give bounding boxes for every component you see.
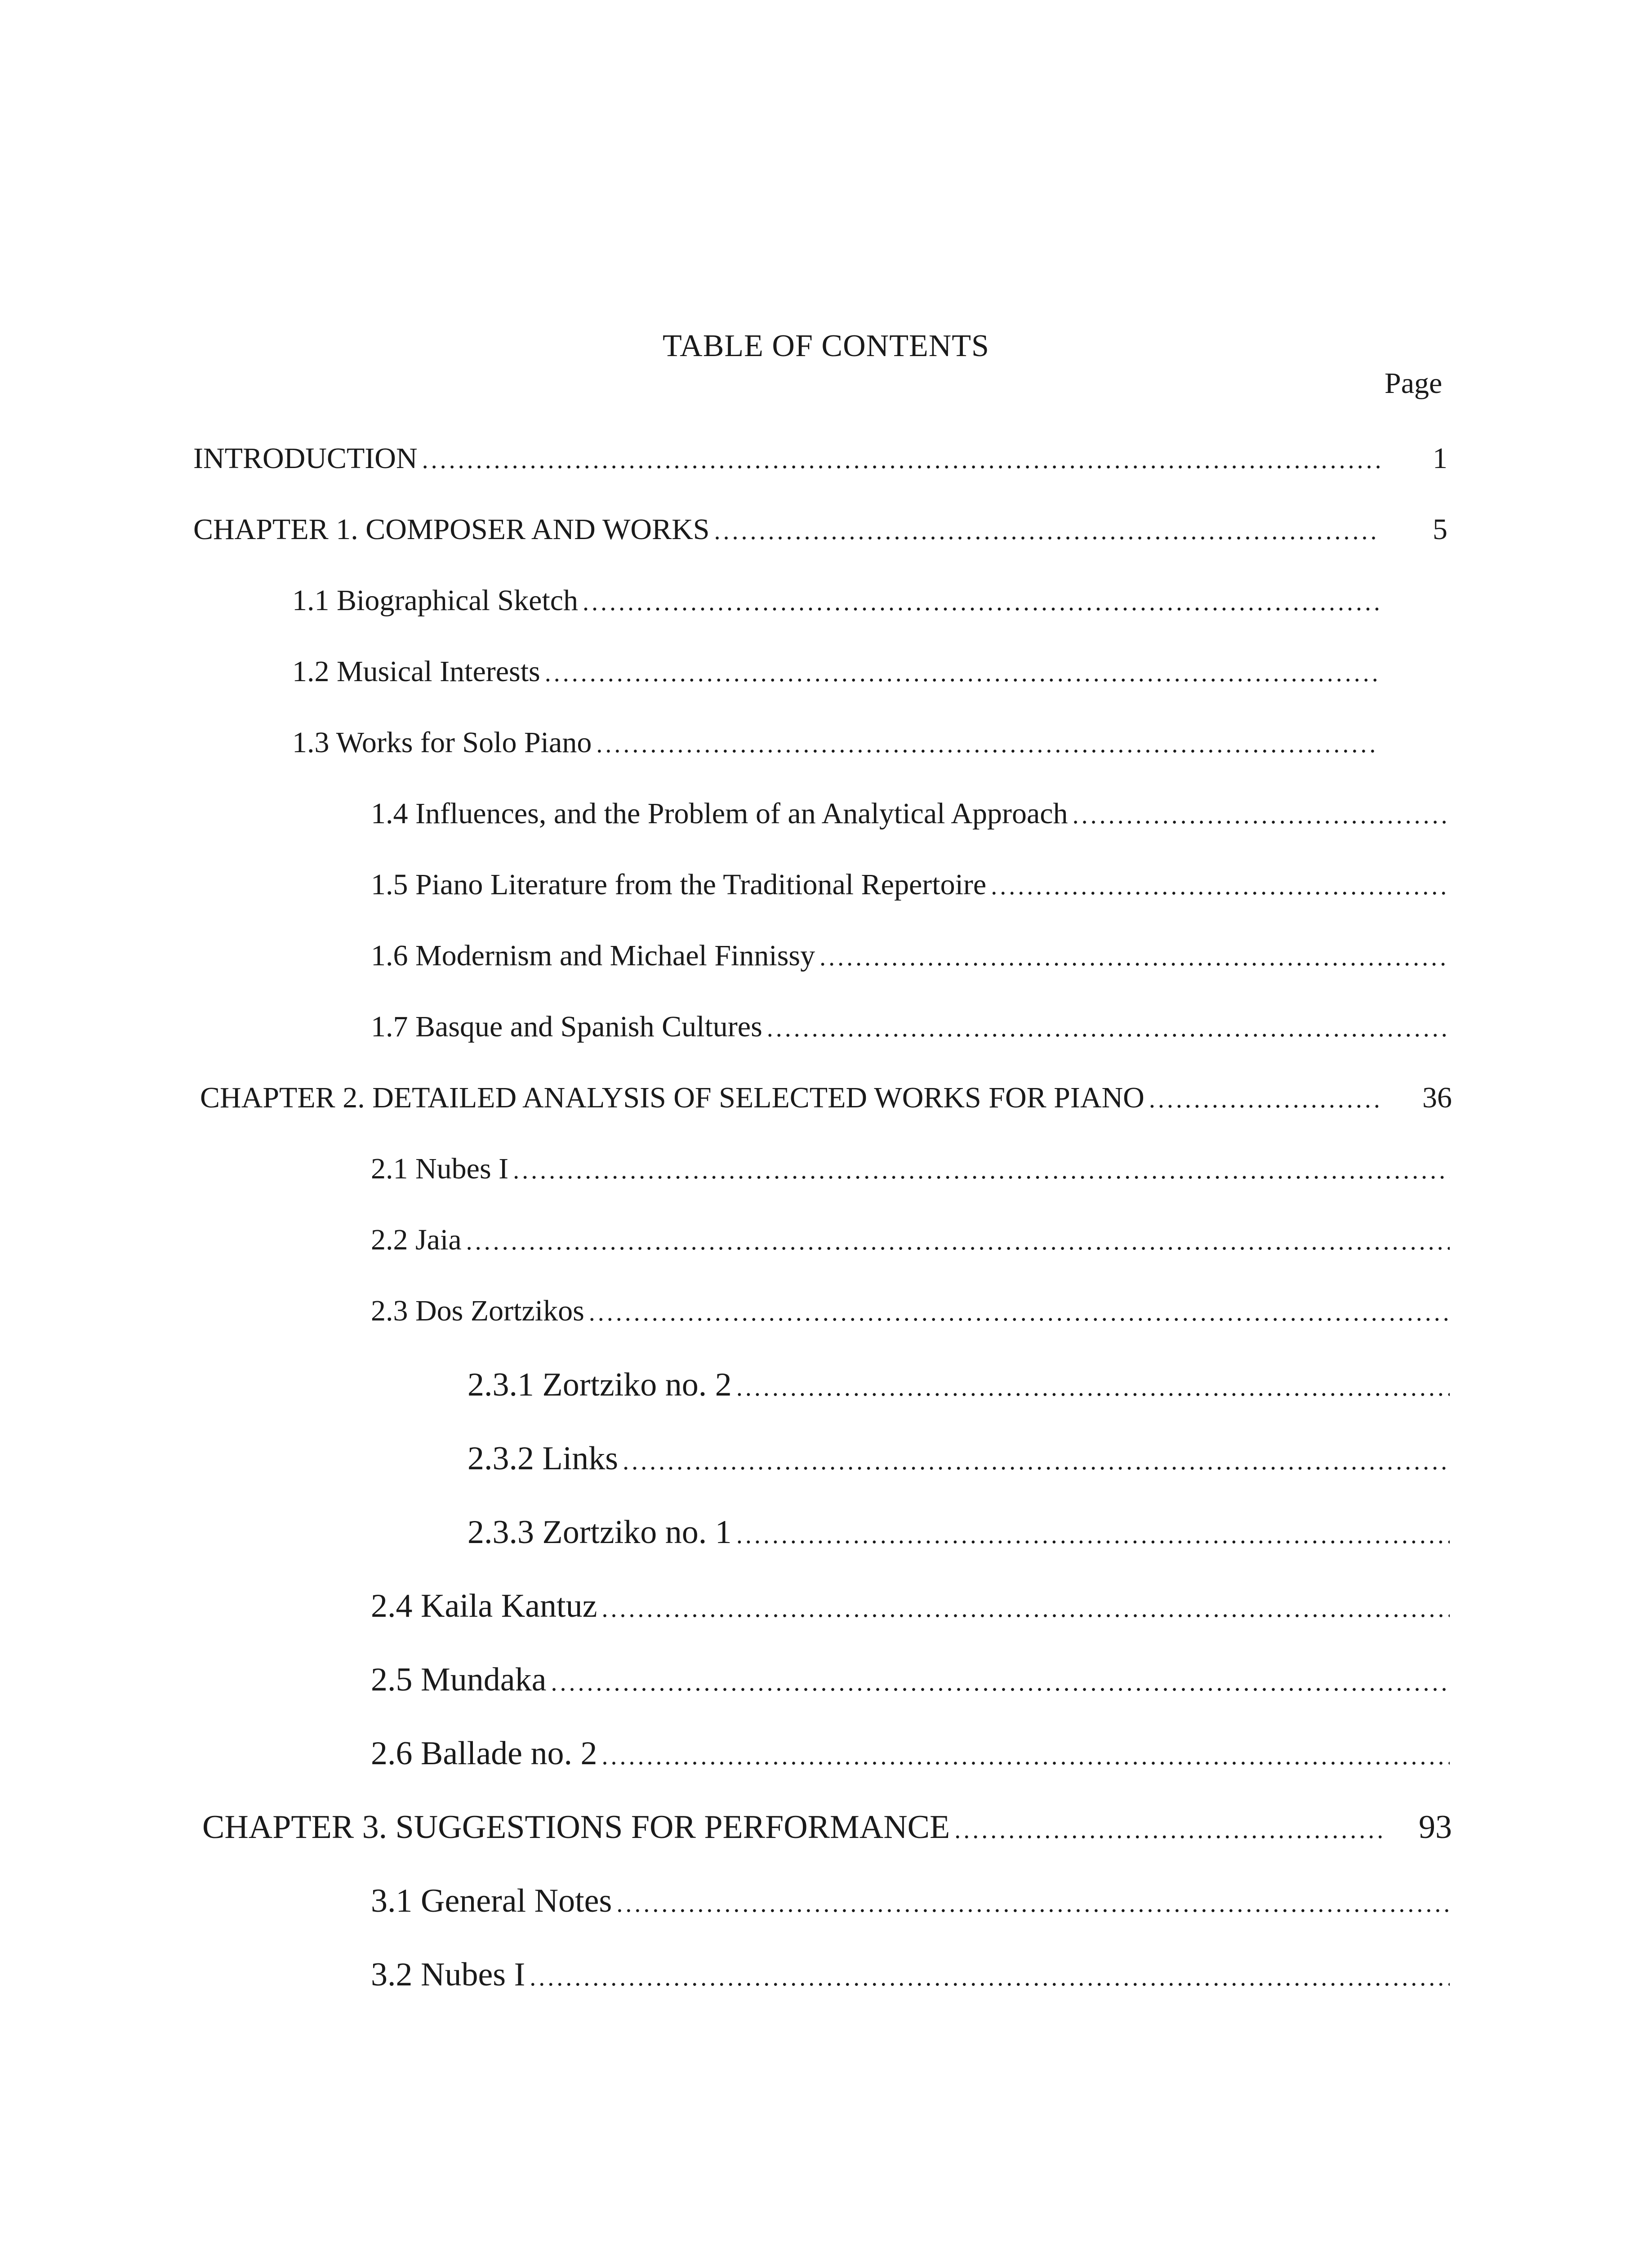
toc-entry-3-2[interactable]: [371, 1957, 1450, 1995]
dot-leader: [530, 1959, 1450, 1995]
toc-entry-2-6[interactable]: [371, 1735, 1450, 1774]
toc-entry-1-3[interactable]: [292, 725, 1380, 762]
toc-entry-label: CHAPTER 2. DETAILED ANALYSIS OF SELECTED WORKS FOR PIANO: [200, 1081, 1144, 1114]
dot-leader: [466, 1223, 1450, 1259]
toc-entry-label: 2.2 Jaia: [371, 1223, 462, 1256]
dot-leader: [1149, 1081, 1380, 1117]
dot-leader: [601, 1591, 1450, 1627]
dot-leader: [616, 1886, 1450, 1922]
dot-leader: [623, 1443, 1450, 1479]
toc-entry-label: 1.5 Piano Literature from the Traditional Repertoire: [371, 868, 987, 901]
toc-entry-2-2[interactable]: [371, 1222, 1450, 1259]
toc-entry-label: 2.6 Ballade no. 2: [371, 1735, 597, 1772]
toc-entry-2-3-3[interactable]: [468, 1514, 1450, 1553]
dot-leader: [736, 1517, 1450, 1553]
toc-entry-page: 5: [1433, 513, 1447, 546]
dot-leader: [602, 1738, 1450, 1774]
dot-leader: [991, 868, 1450, 904]
toc-entry-1-5[interactable]: [371, 867, 1450, 904]
dot-leader: [422, 442, 1380, 478]
dot-leader: [596, 726, 1380, 762]
toc-entry-label: 3.1 General Notes: [371, 1882, 612, 1919]
toc-entry-label: 2.3.2 Links: [468, 1440, 619, 1477]
toc-entry-page: 1: [1433, 442, 1447, 475]
toc-entry-label: 1.6 Modernism and Michael Finnissy: [371, 939, 815, 972]
toc-entry-2-3[interactable]: [371, 1293, 1450, 1330]
toc-entry-page: 93: [1419, 1809, 1452, 1846]
toc-entry-2-4[interactable]: [371, 1588, 1450, 1627]
toc-entry-2-1[interactable]: [371, 1151, 1450, 1188]
page-column-heading: Page: [1385, 367, 1443, 400]
toc-entry-chapter-2[interactable]: [200, 1080, 1380, 1117]
toc-entry-label: 2.1 Nubes I: [371, 1152, 509, 1185]
toc-entry-page: 36: [1422, 1081, 1452, 1114]
toc-entry-1-1[interactable]: [292, 583, 1380, 620]
toc-entry-1-4[interactable]: [371, 796, 1450, 833]
dot-leader: [589, 1294, 1450, 1330]
toc-entry-1-6[interactable]: [371, 938, 1450, 975]
toc-entry-3-1[interactable]: [371, 1883, 1450, 1922]
dot-leader: [736, 1369, 1450, 1405]
toc-entry-label: 1.3 Works for Solo Piano: [292, 726, 592, 759]
toc-entry-1-2[interactable]: [292, 654, 1380, 691]
toc-entry-label: 3.2 Nubes I: [371, 1956, 525, 1993]
toc-entry-label: CHAPTER 3. SUGGESTIONS FOR PERFORMANCE: [202, 1809, 950, 1846]
toc-entry-label: 1.2 Musical Interests: [292, 655, 540, 688]
toc-entry-label: 1.7 Basque and Spanish Cultures: [371, 1010, 762, 1043]
toc-entry-label: 2.5 Mundaka: [371, 1661, 547, 1698]
toc-entry-chapter-3[interactable]: [202, 1809, 1385, 1848]
toc-entry-label: 1.1 Biographical Sketch: [292, 584, 579, 617]
toc-entry-2-3-2[interactable]: [468, 1441, 1450, 1479]
toc-entry-introduction[interactable]: [193, 441, 1380, 478]
toc-entry-label: 2.3 Dos Zortzikos: [371, 1294, 584, 1327]
dot-leader: [819, 939, 1450, 975]
toc-entry-2-3-1[interactable]: [468, 1367, 1450, 1405]
toc-entry-label: 2.3.1 Zortziko no. 2: [468, 1366, 732, 1403]
toc-entry-1-7[interactable]: [371, 1009, 1450, 1046]
dot-leader: [583, 584, 1380, 620]
toc-entry-label: CHAPTER 1. COMPOSER AND WORKS: [193, 513, 710, 546]
dot-leader: [714, 513, 1380, 549]
toc-entry-label: 1.4 Influences, and the Problem of an Analytical Approach: [371, 797, 1068, 830]
dot-leader: [545, 655, 1380, 691]
toc-entry-label: INTRODUCTION: [193, 442, 418, 475]
dot-leader: [513, 1152, 1450, 1188]
toc-entry-chapter-1[interactable]: [193, 512, 1380, 549]
dot-leader: [1073, 797, 1450, 833]
dot-leader: [954, 1812, 1385, 1848]
dot-leader: [551, 1664, 1450, 1700]
toc-entry-label: 2.3.3 Zortziko no. 1: [468, 1514, 732, 1551]
toc-entry-2-5[interactable]: [371, 1662, 1450, 1700]
dot-leader: [767, 1010, 1450, 1046]
toc-entry-label: 2.4 Kaila Kantuz: [371, 1588, 597, 1624]
page-title: TABLE OF CONTENTS: [663, 329, 989, 363]
